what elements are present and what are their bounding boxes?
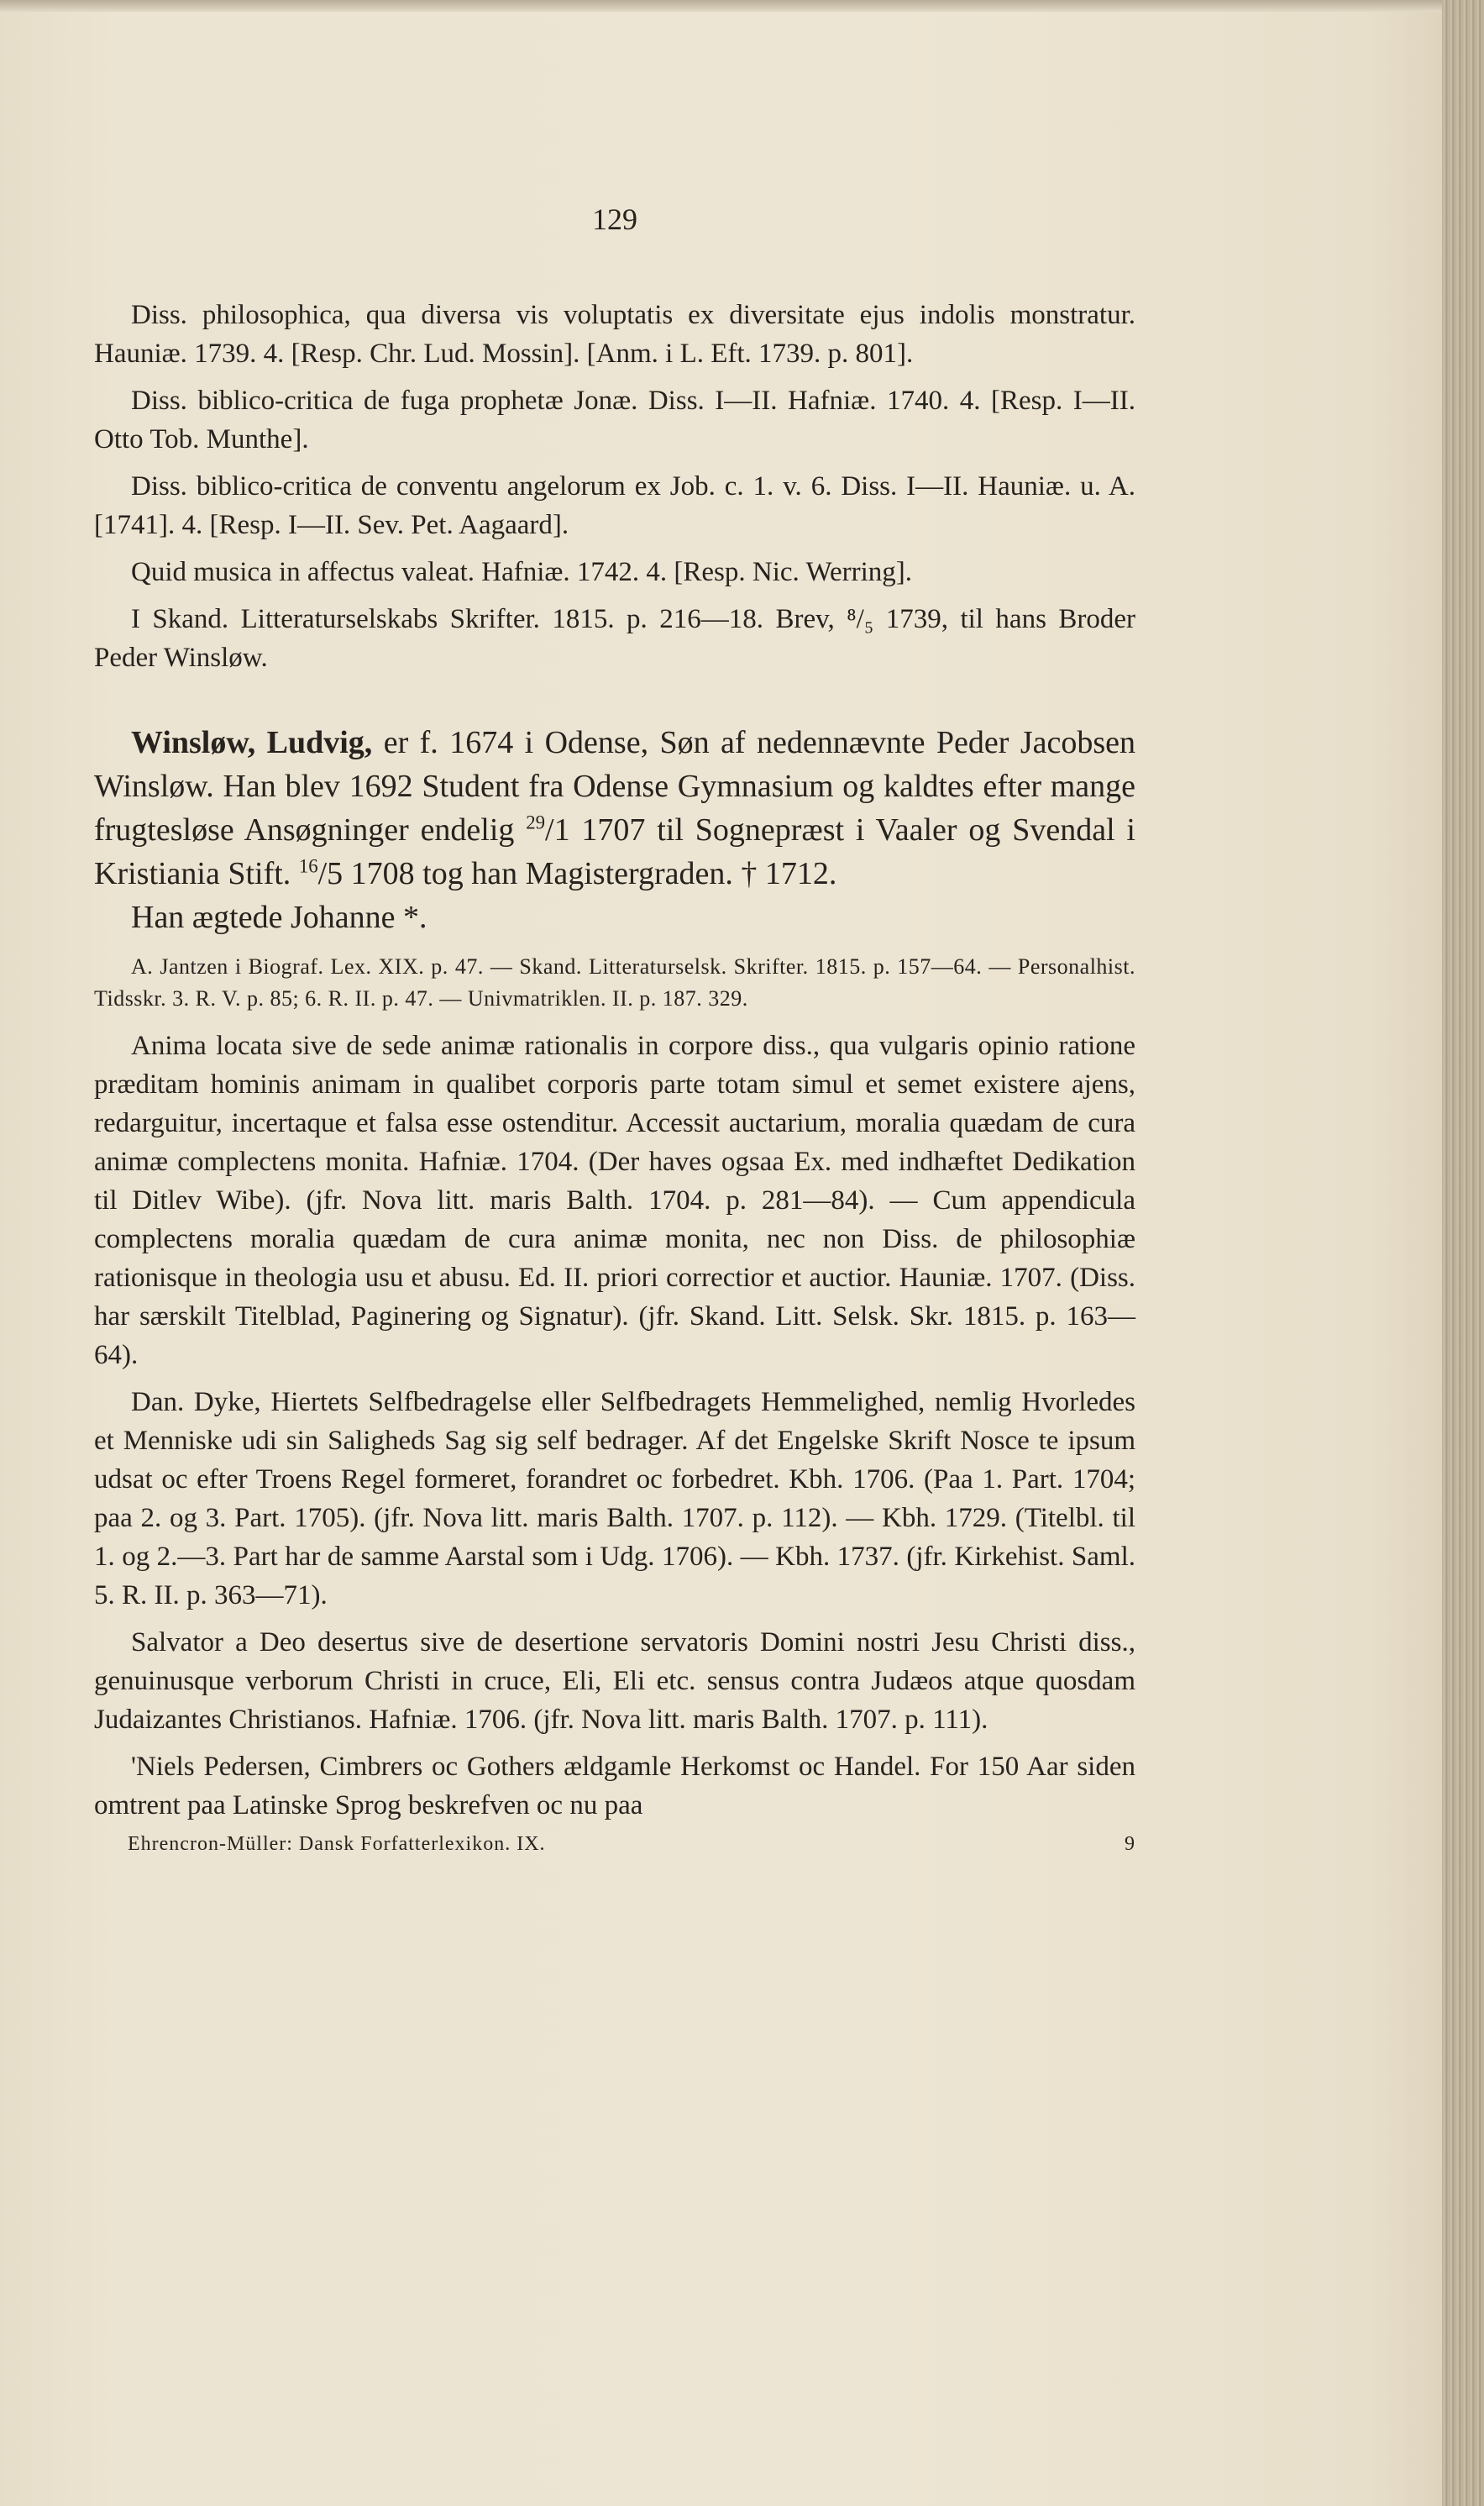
date2-superscript: 16 — [298, 855, 318, 877]
works-list — [94, 1027, 1135, 1825]
bibliography-entry-5: I Skand. Litteraturselskabs Skrifter. 1815. p. 216—18. Brev, ⁸/₅ 1739, til hans Broder Peder Winsløw. — [94, 604, 1135, 673]
work-entry-3: Salvator a Deo desertus sive de desertione servatoris Domini nostri Jesu Christi diss., genuinusque verborum Christi in cruce, Eli, Eli etc. sensus contra Judæos atque quosdam Judaizantes Christianos. Hafniæ. 1706. (jfr. Nova litt. maris Balth. 1707. p. 111). — [94, 1627, 1135, 1735]
work-entry-4: 'Niels Pedersen, Cimbrers oc Gothers ældgamle Herkomst oc Handel. For 150 Aar siden omtrent paa Latinske Sprog beskrefven oc nu paa — [94, 1752, 1135, 1820]
bibliography-entry-1: Diss. philosophica, qua diversa vis voluptatis ex diversitate ejus indolis monstratur. Hauniæ. 1739. 4. [Resp. Chr. Lud. Mossin]. [Anm. i L. Eft. 1739. p. 801]. — [94, 300, 1135, 369]
references: A. Jantzen i Biograf. Lex. XIX. p. 47. — Skand. Litteraturselsk. Skrifter. 1815. p. 157—64. — Personalhist. Tidsskr. 3. R. V. p. 85; 6. R. II. p. 47. — Univmatriklen. II. p. 187. 329. — [94, 954, 1135, 1011]
page-footer — [94, 1833, 1135, 1856]
bibliography-entry-2: Diss. biblico-critica de fuga prophetæ Jonæ. Diss. I—II. Hafniæ. 1740. 4. [Resp. I—II. Otto Tob. Munthe]. — [94, 386, 1135, 454]
marriage-line: Han ægtede Johanne *. — [131, 900, 427, 935]
work-entry-2: Dan. Dyke, Hiertets Selfbedragelse eller Selfbedragets Hemmelighed, nemlig Hvorledes et Menniske udi sin Saligheds Sag sig self bedrager. Af det Engelske Skrift Nosce te ipsum udsat oc efter Troens Regel formeret, forandret oc forbedret. Kbh. 1706. (Paa 1. Part. 1704; paa 2. og 3. Part. 1705). (jfr. Nova litt. maris Balth. 1707. p. 112). — Kbh. 1729. (Titelbl. til 1. og 2.—3. Part har de samme Aarstal som i Udg. 1706). — Kbh. 1737. (jfr. Kirkehist. Saml. 5. R. II. p. 363—71). — [94, 1387, 1135, 1610]
date-denominator: /1 — [545, 812, 570, 848]
book-page-edge — [1442, 0, 1484, 2506]
text-column — [94, 202, 1135, 1856]
bibliography-entry-3: Diss. biblico-critica de conventu angelorum ex Job. c. 1. v. 6. Diss. I—II. Hauniæ. u. A. [1741]. 4. [Resp. I—II. Sev. Pet. Aagaard]. — [94, 471, 1135, 540]
footer-sheet-number: 9 — [1125, 1833, 1135, 1855]
biography-text-a: er f. 1674 i Odense, Søn af nedennævnte Peder Jacobsen Winsløw. Han blev 1692 Student fra Odense Gymnasium og kaldtes efter mange frugtesløse Ansøgninger endelig — [94, 725, 1136, 848]
biography-paragraph — [94, 721, 1135, 896]
author-name: Winsløw, Ludvig, — [131, 725, 373, 760]
footer-signature: Ehrencron-Müller: Dansk Forfatterlexikon. IX. — [128, 1833, 546, 1855]
page-number: 129 — [592, 202, 637, 236]
date2-denominator: /5 — [317, 856, 343, 891]
date-superscript: 29 — [526, 812, 546, 833]
top-shadow — [0, 0, 1484, 12]
work-entry-1: Anima locata sive de sede animæ rationalis in corpore diss., qua vulgaris opinio ratione præditam hominis animam in qualibet corporis parte totam simul et semet existere ajens, redarguitur, incertaque et falsa esse ostenditur. Accessit auctarium, moralia quædam de cura animæ complectens monita. Hafniæ. 1704. (Der haves ogsaa Ex. med indhæftet Dedikation til Ditlev Wibe). (jfr. Nova litt. maris Balth. 1704. p. 281—84). — Cum appendicula complectens moralia quædam de cura animæ monita, nec non Diss. de philosophiæ rationisque in theologia usu et abusu. Ed. II. priori correctior et auctior. Hauniæ. 1707. (Diss. har særskilt Titelblad, Paginering og Signatur). (jfr. Skand. Litt. Selsk. Skr. 1815. p. 163—64). — [94, 1031, 1135, 1370]
biography-text-b: 1707 til Sognepræst i Vaaler og Svendal i Kristiania Stift. — [94, 812, 1135, 891]
bibliography-entry-4: Quid musica in affectus valeat. Hafniæ. 1742. 4. [Resp. Nic. Werring]. — [131, 557, 912, 587]
biography-text-c: 1708 tog han Magistergraden. † 1712. — [343, 856, 837, 891]
